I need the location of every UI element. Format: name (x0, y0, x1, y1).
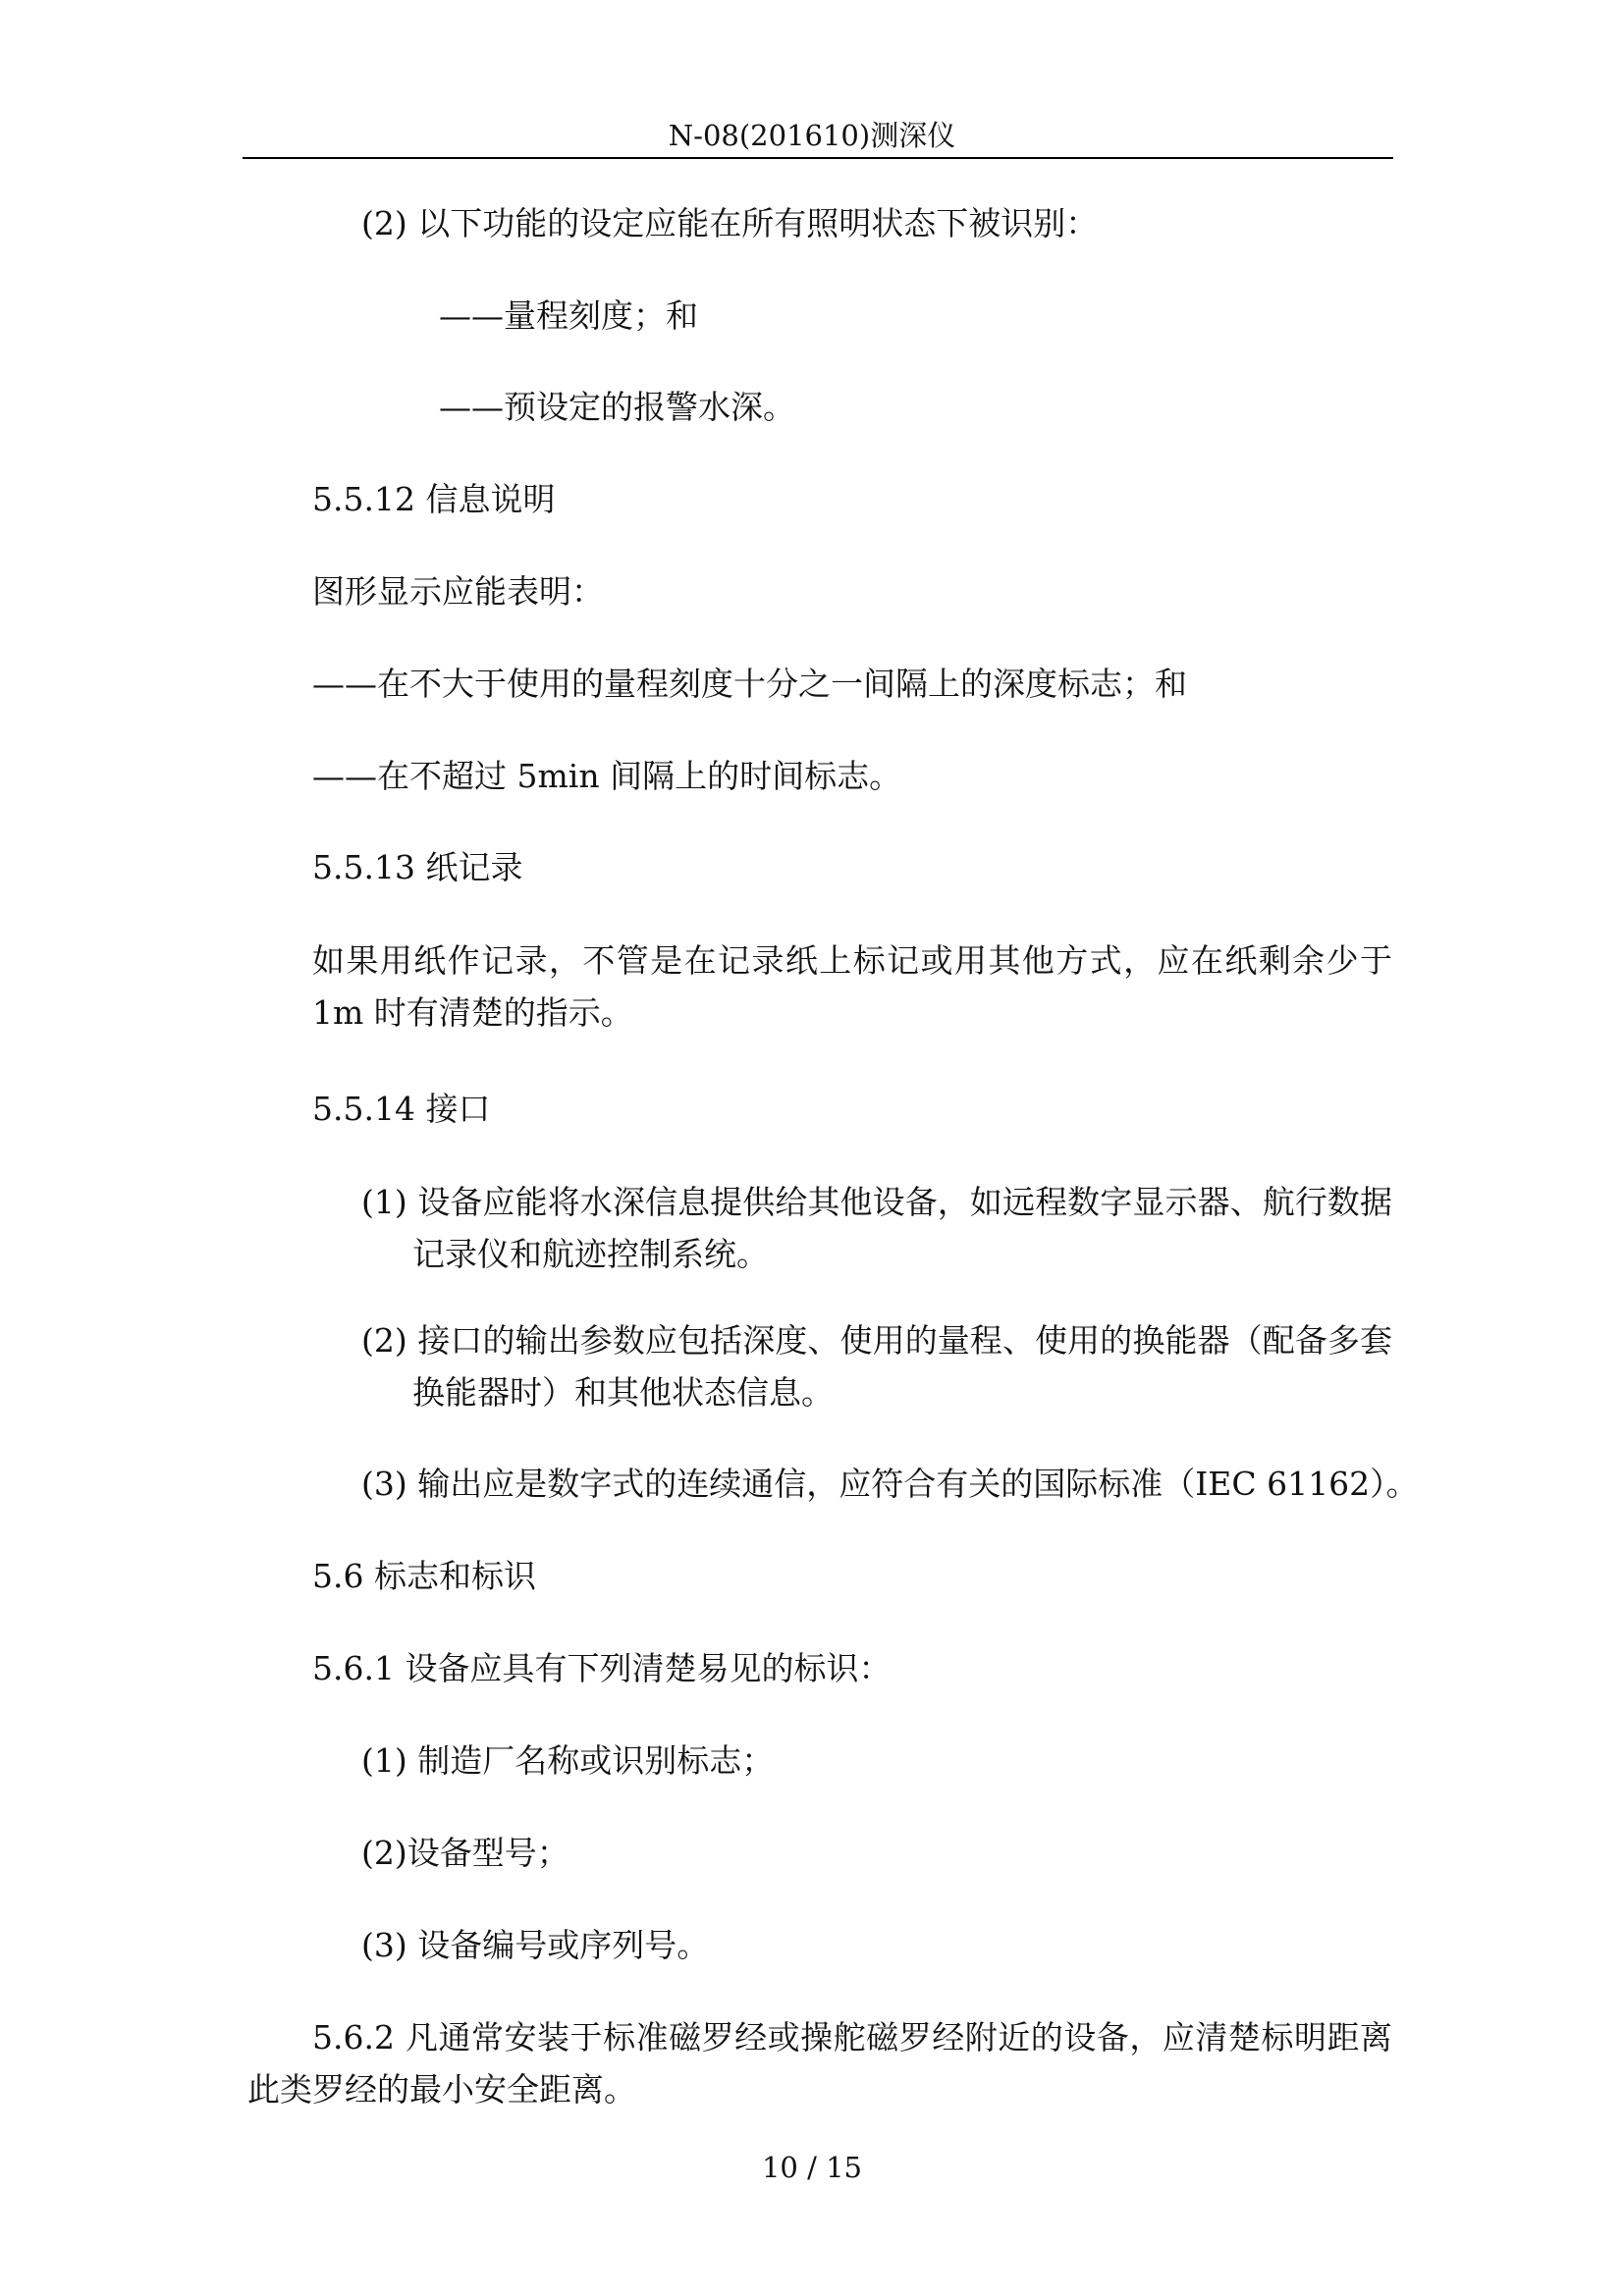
page-header: N-08(201610)测深仪 (668, 119, 956, 152)
page-number: 10 / 15 (761, 2151, 862, 2184)
dash-item-alarm-depth: ——预设定的报警水深。 (439, 388, 795, 426)
list-item-561-2: (2)设备型号； (361, 1834, 569, 1872)
section-heading-5512: 5.5.12 信息说明 (312, 480, 556, 518)
list-item-561-3: (3) 设备编号或序列号。 (361, 1926, 710, 1964)
header-divider (243, 157, 1393, 159)
dash-item-depth-marks: ——在不大于使用的量程刻度十分之一间隔上的深度标志；和 (312, 665, 1187, 703)
list-item-561-1: (1) 制造厂名称或识别标志； (361, 1741, 775, 1780)
list-item-5514-2: (2) 接口的输出参数应包括深度、使用的量程、使用的换能器（配备多套换能器时）和其他状态信息。 (361, 1321, 1392, 1412)
section-heading-561: 5.6.1 设备应具有下列清楚易见的标识： (312, 1649, 892, 1687)
paragraph-5513-body: 如果用纸作记录，不管是在记录纸上标记或用其他方式，应在纸剩余少于 1m 时有清楚的指示。 (312, 941, 1392, 1032)
dash-item-range-scale: ——量程刻度；和 (439, 296, 698, 335)
dash-item-time-marks: ——在不超过 5min 间隔上的时间标志。 (312, 757, 902, 795)
paragraph-562: 5.6.2 凡通常安装于标准磁罗经或操舵磁罗经附近的设备，应清楚标明距离此类罗经的最小安全距离。 (247, 2018, 1392, 2109)
list-item-5514-3: (3) 输出应是数字式的连续通信，应符合有关的国际标准（IEC 61162）。 (361, 1465, 1419, 1503)
list-item-5511-2: (2) 以下功能的设定应能在所有照明状态下被识别： (361, 204, 1099, 242)
list-item-5514-1: (1) 设备应能将水深信息提供给其他设备，如远程数字显示器、航行数据记录仪和航迹控制系统。 (361, 1183, 1392, 1273)
section-heading-56: 5.6 标志和标识 (312, 1557, 536, 1595)
section-heading-5513: 5.5.13 纸记录 (312, 848, 523, 886)
section-heading-5514: 5.5.14 接口 (312, 1090, 491, 1128)
paragraph-5512-intro: 图形显示应能表明： (312, 572, 604, 611)
